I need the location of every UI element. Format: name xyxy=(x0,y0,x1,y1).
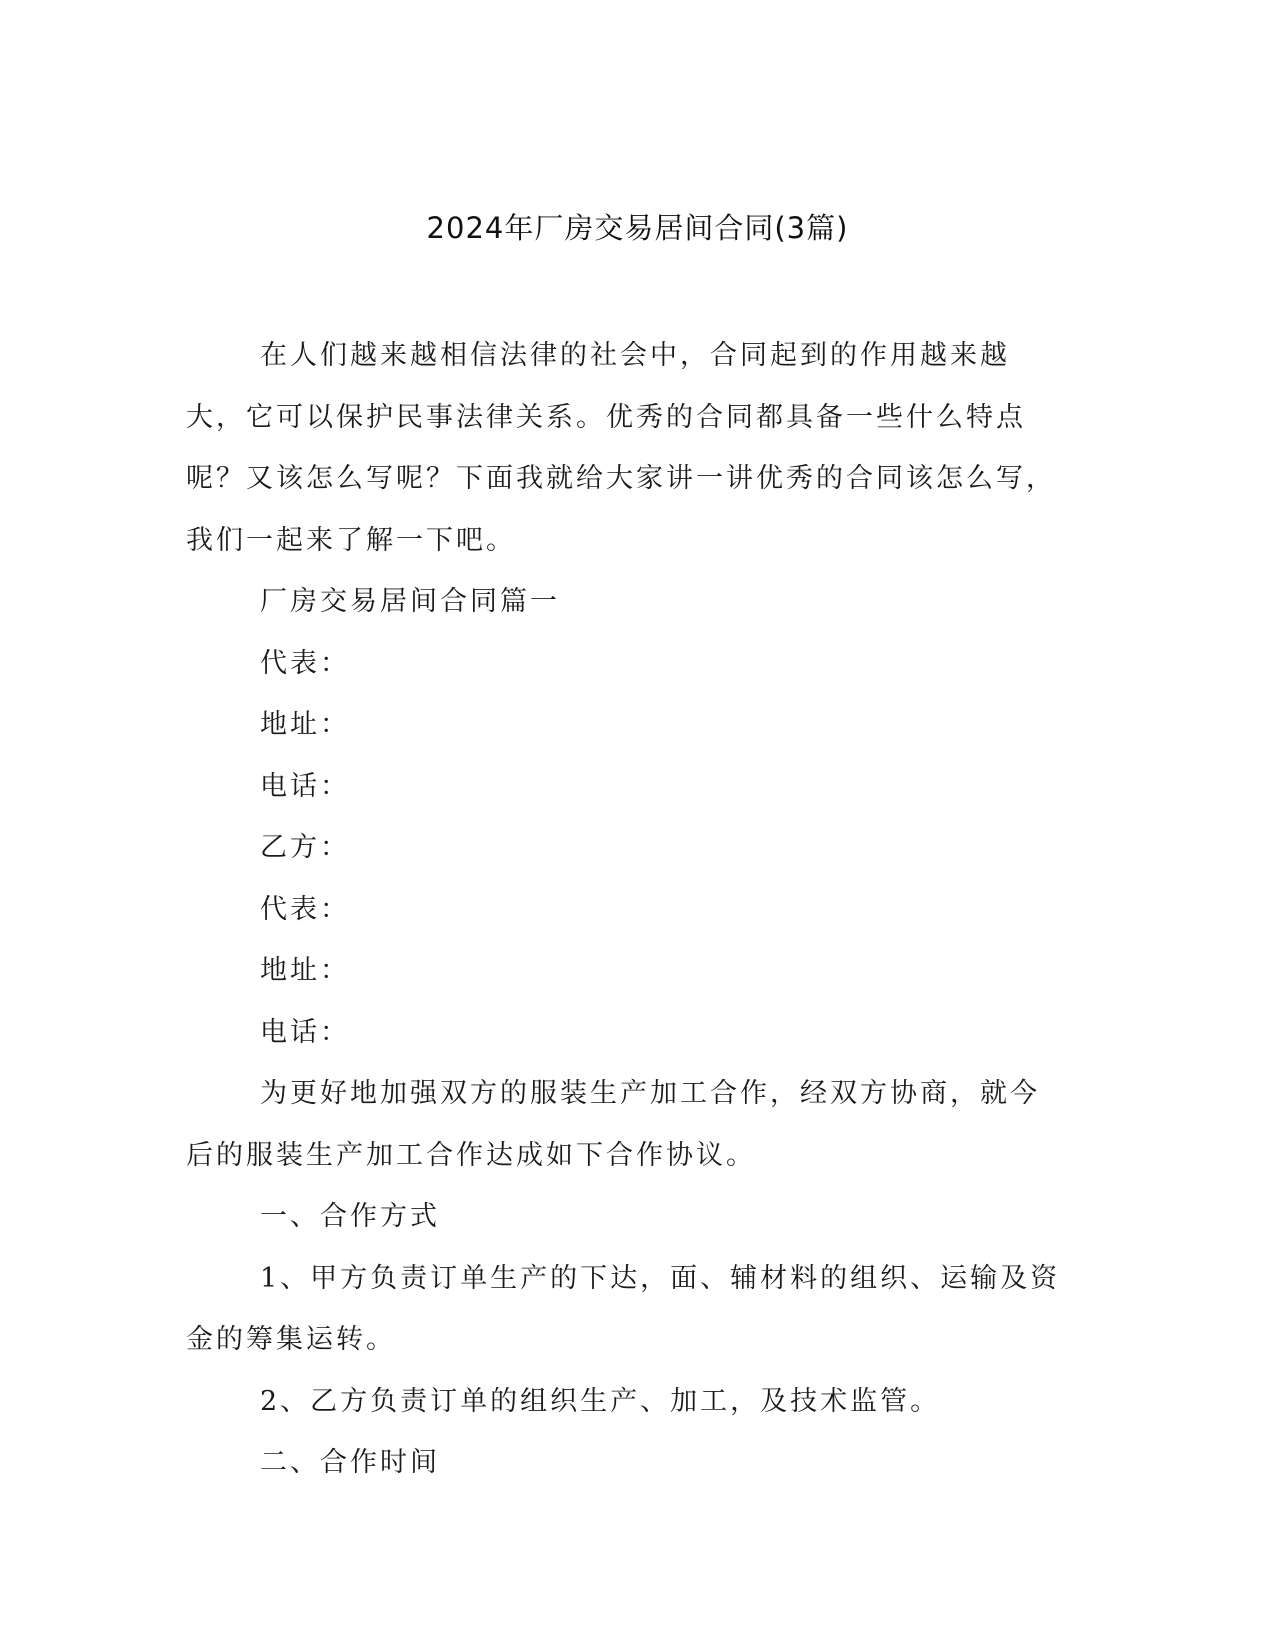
party-b-phone-line: 电话： xyxy=(260,1016,350,1048)
clause-item-1: 1、甲方负责订单生产的下达，面、辅材料的组织、运输及资金的筹集运转。 xyxy=(186,1262,1061,1355)
party-b-address-line: 地址： xyxy=(260,955,350,986)
party-a-representative-line: 代表： xyxy=(260,647,350,679)
party-a-address-line: 地址： xyxy=(260,709,350,740)
document-title: 2024年厂房交易居间合同(3篇) xyxy=(426,211,849,245)
agreement-purpose-paragraph: 为更好地加强双方的服装生产加工合作，经双方协商，就今后的服装生产加工合作达成如下合作协议。 xyxy=(186,1078,1040,1171)
party-b-representative-line: 代表： xyxy=(260,893,350,925)
clause-heading-cooperation-time: 二、合作时间 xyxy=(260,1447,440,1478)
clause-heading-cooperation-method: 一、合作方式 xyxy=(260,1201,440,1232)
intro-paragraph: 在人们越来越相信法律的社会中，合同起到的作用越来越大，它可以保护民事法律关系。优秀的合同都具备一些什么特点呢？又该怎么写呢？下面我就给大家讲一讲优秀的合同该怎么写，我们一起来了解一下吧。 xyxy=(186,340,1056,556)
party-b-line: 乙方： xyxy=(260,832,350,863)
document-body xyxy=(186,325,1066,1494)
clause-item-2: 2、乙方负责订单的组织生产、加工，及技术监管。 xyxy=(260,1385,941,1417)
party-a-phone-line: 电话： xyxy=(260,770,350,802)
section-heading-part-one: 厂房交易居间合同篇一 xyxy=(260,586,560,617)
